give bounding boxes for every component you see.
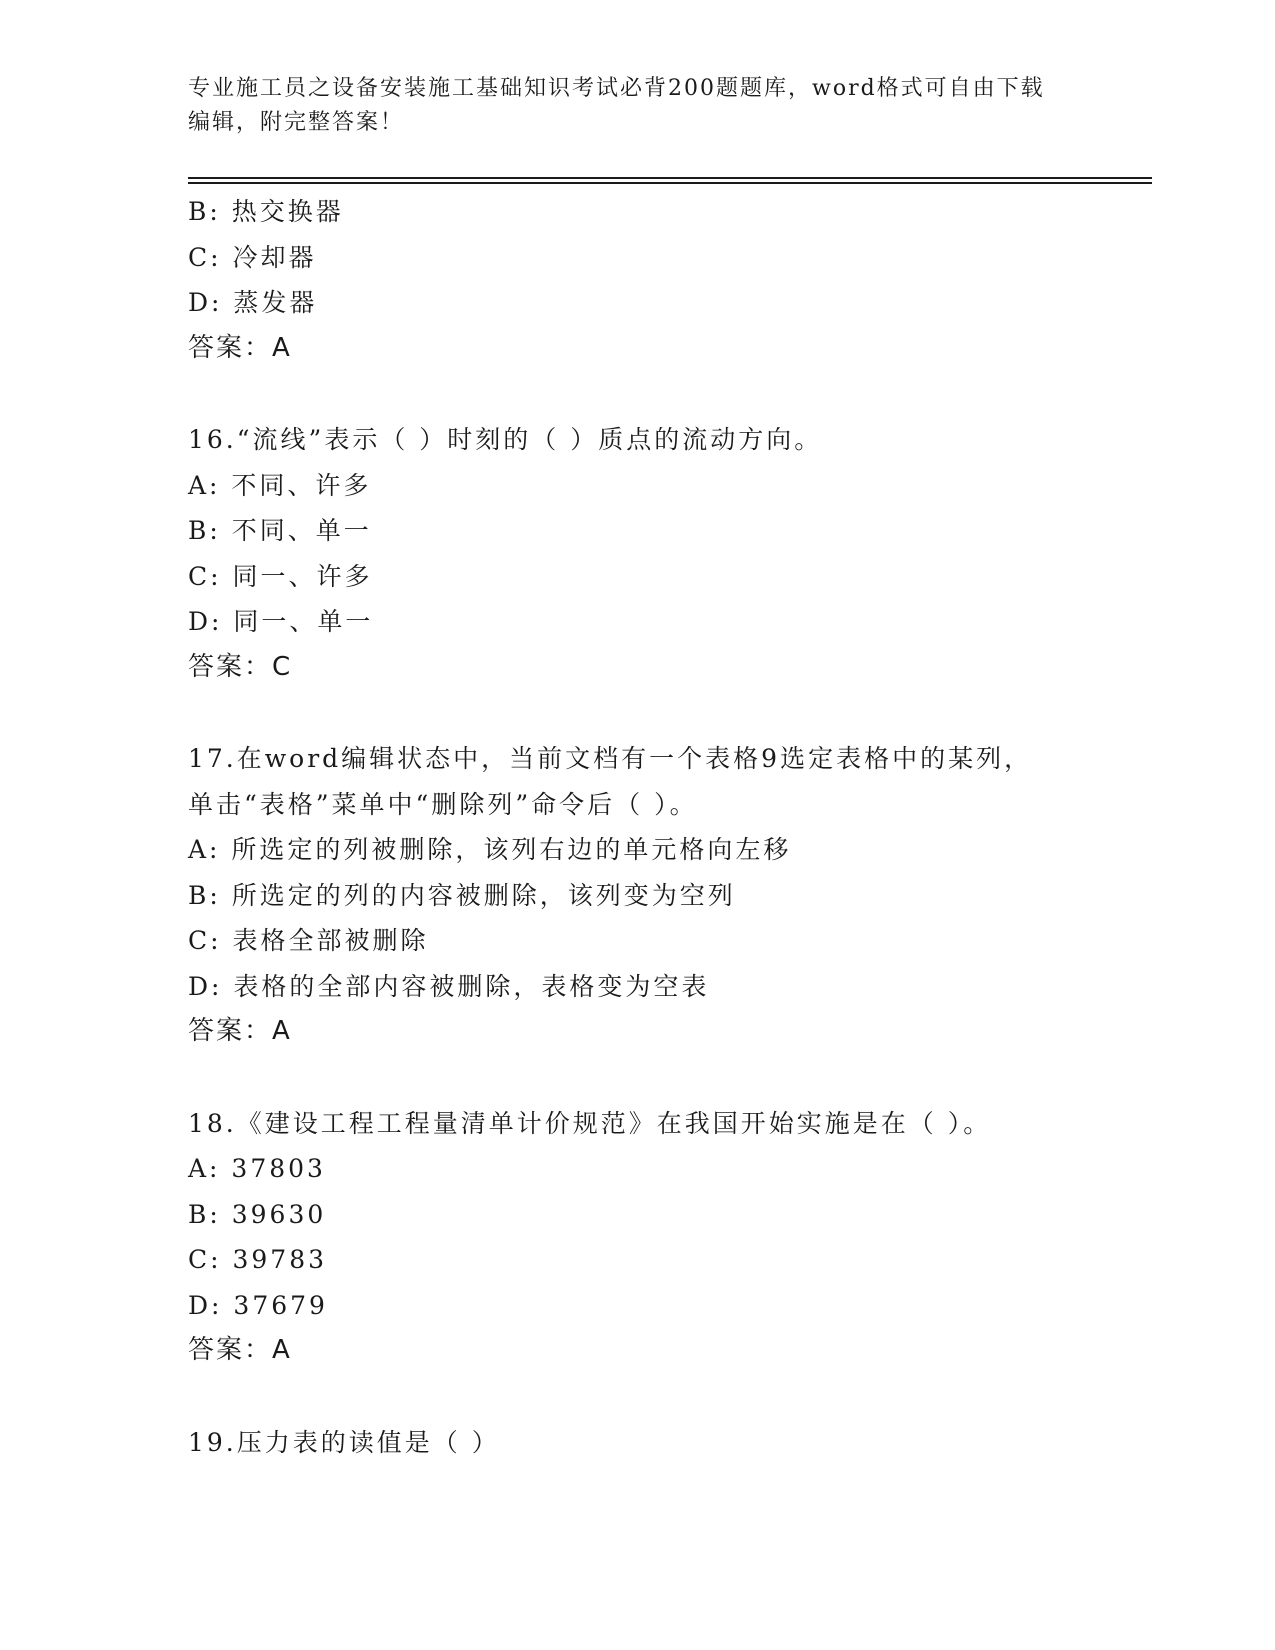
header-title-line-2: 编辑，附完整答案！ bbox=[188, 110, 405, 135]
option-a: A: 所选定的列被删除，该列右边的单元格向左移 bbox=[188, 835, 792, 864]
document-body bbox=[188, 189, 1108, 1465]
document-header bbox=[188, 72, 1068, 140]
question-block-15 bbox=[188, 189, 1108, 371]
spacer bbox=[188, 1055, 1108, 1101]
option-d: D: 同一、单一 bbox=[188, 607, 374, 636]
spacer bbox=[188, 1374, 1108, 1420]
option-b: B: 不同、单一 bbox=[188, 516, 372, 545]
question-block-17 bbox=[188, 736, 1108, 1055]
option-b: B: 所选定的列的内容被删除，该列变为空列 bbox=[188, 880, 736, 910]
question-text-line-1: 17.在word编辑状态中，当前文档有一个表格9选定表格中的某列， bbox=[188, 744, 1033, 773]
option-d: D: 表格的全部内容被删除，表格变为空表 bbox=[188, 971, 710, 1001]
option-c: C: 同一、许多 bbox=[188, 561, 373, 591]
question-text: 19.压力表的读值是（ ） bbox=[188, 1427, 500, 1457]
header-divider-top bbox=[188, 177, 1152, 179]
option-c: C: 39783 bbox=[188, 1245, 328, 1274]
option-c: C: 冷却器 bbox=[188, 242, 317, 272]
header-title-line-1: 专业施工员之设备安装施工基础知识考试必背200题题库，word格式可自由下载 bbox=[188, 76, 1045, 101]
spacer bbox=[188, 690, 1108, 736]
answer-line: 答案：C bbox=[188, 651, 293, 682]
spacer bbox=[188, 371, 1108, 417]
question-text-line-2: 单击“表格”菜单中“删除列”命令后（ ）。 bbox=[188, 789, 698, 819]
answer-line: 答案：A bbox=[188, 1016, 292, 1046]
question-text: 16.“流线”表示（ ）时刻的（ ）质点的流动方向。 bbox=[188, 425, 823, 454]
question-text: 18.《建设工程工程量清单计价规范》在我国开始实施是在（ ）。 bbox=[188, 1108, 992, 1138]
question-block-18 bbox=[188, 1101, 1108, 1374]
option-d: D: 37679 bbox=[188, 1290, 328, 1320]
question-block-16 bbox=[188, 417, 1108, 690]
answer-line: 答案：A bbox=[188, 332, 292, 363]
option-d: D: 蒸发器 bbox=[188, 288, 318, 317]
question-block-19 bbox=[188, 1420, 1108, 1466]
option-b: B: 39630 bbox=[188, 1199, 327, 1229]
option-b: B: 热交换器 bbox=[188, 197, 344, 226]
header-divider-bottom bbox=[188, 182, 1152, 184]
option-c: C: 表格全部被删除 bbox=[188, 926, 429, 955]
option-a: A: 不同、许多 bbox=[188, 470, 372, 500]
answer-line: 答案：A bbox=[188, 1335, 292, 1365]
option-a: A: 37803 bbox=[188, 1154, 326, 1183]
